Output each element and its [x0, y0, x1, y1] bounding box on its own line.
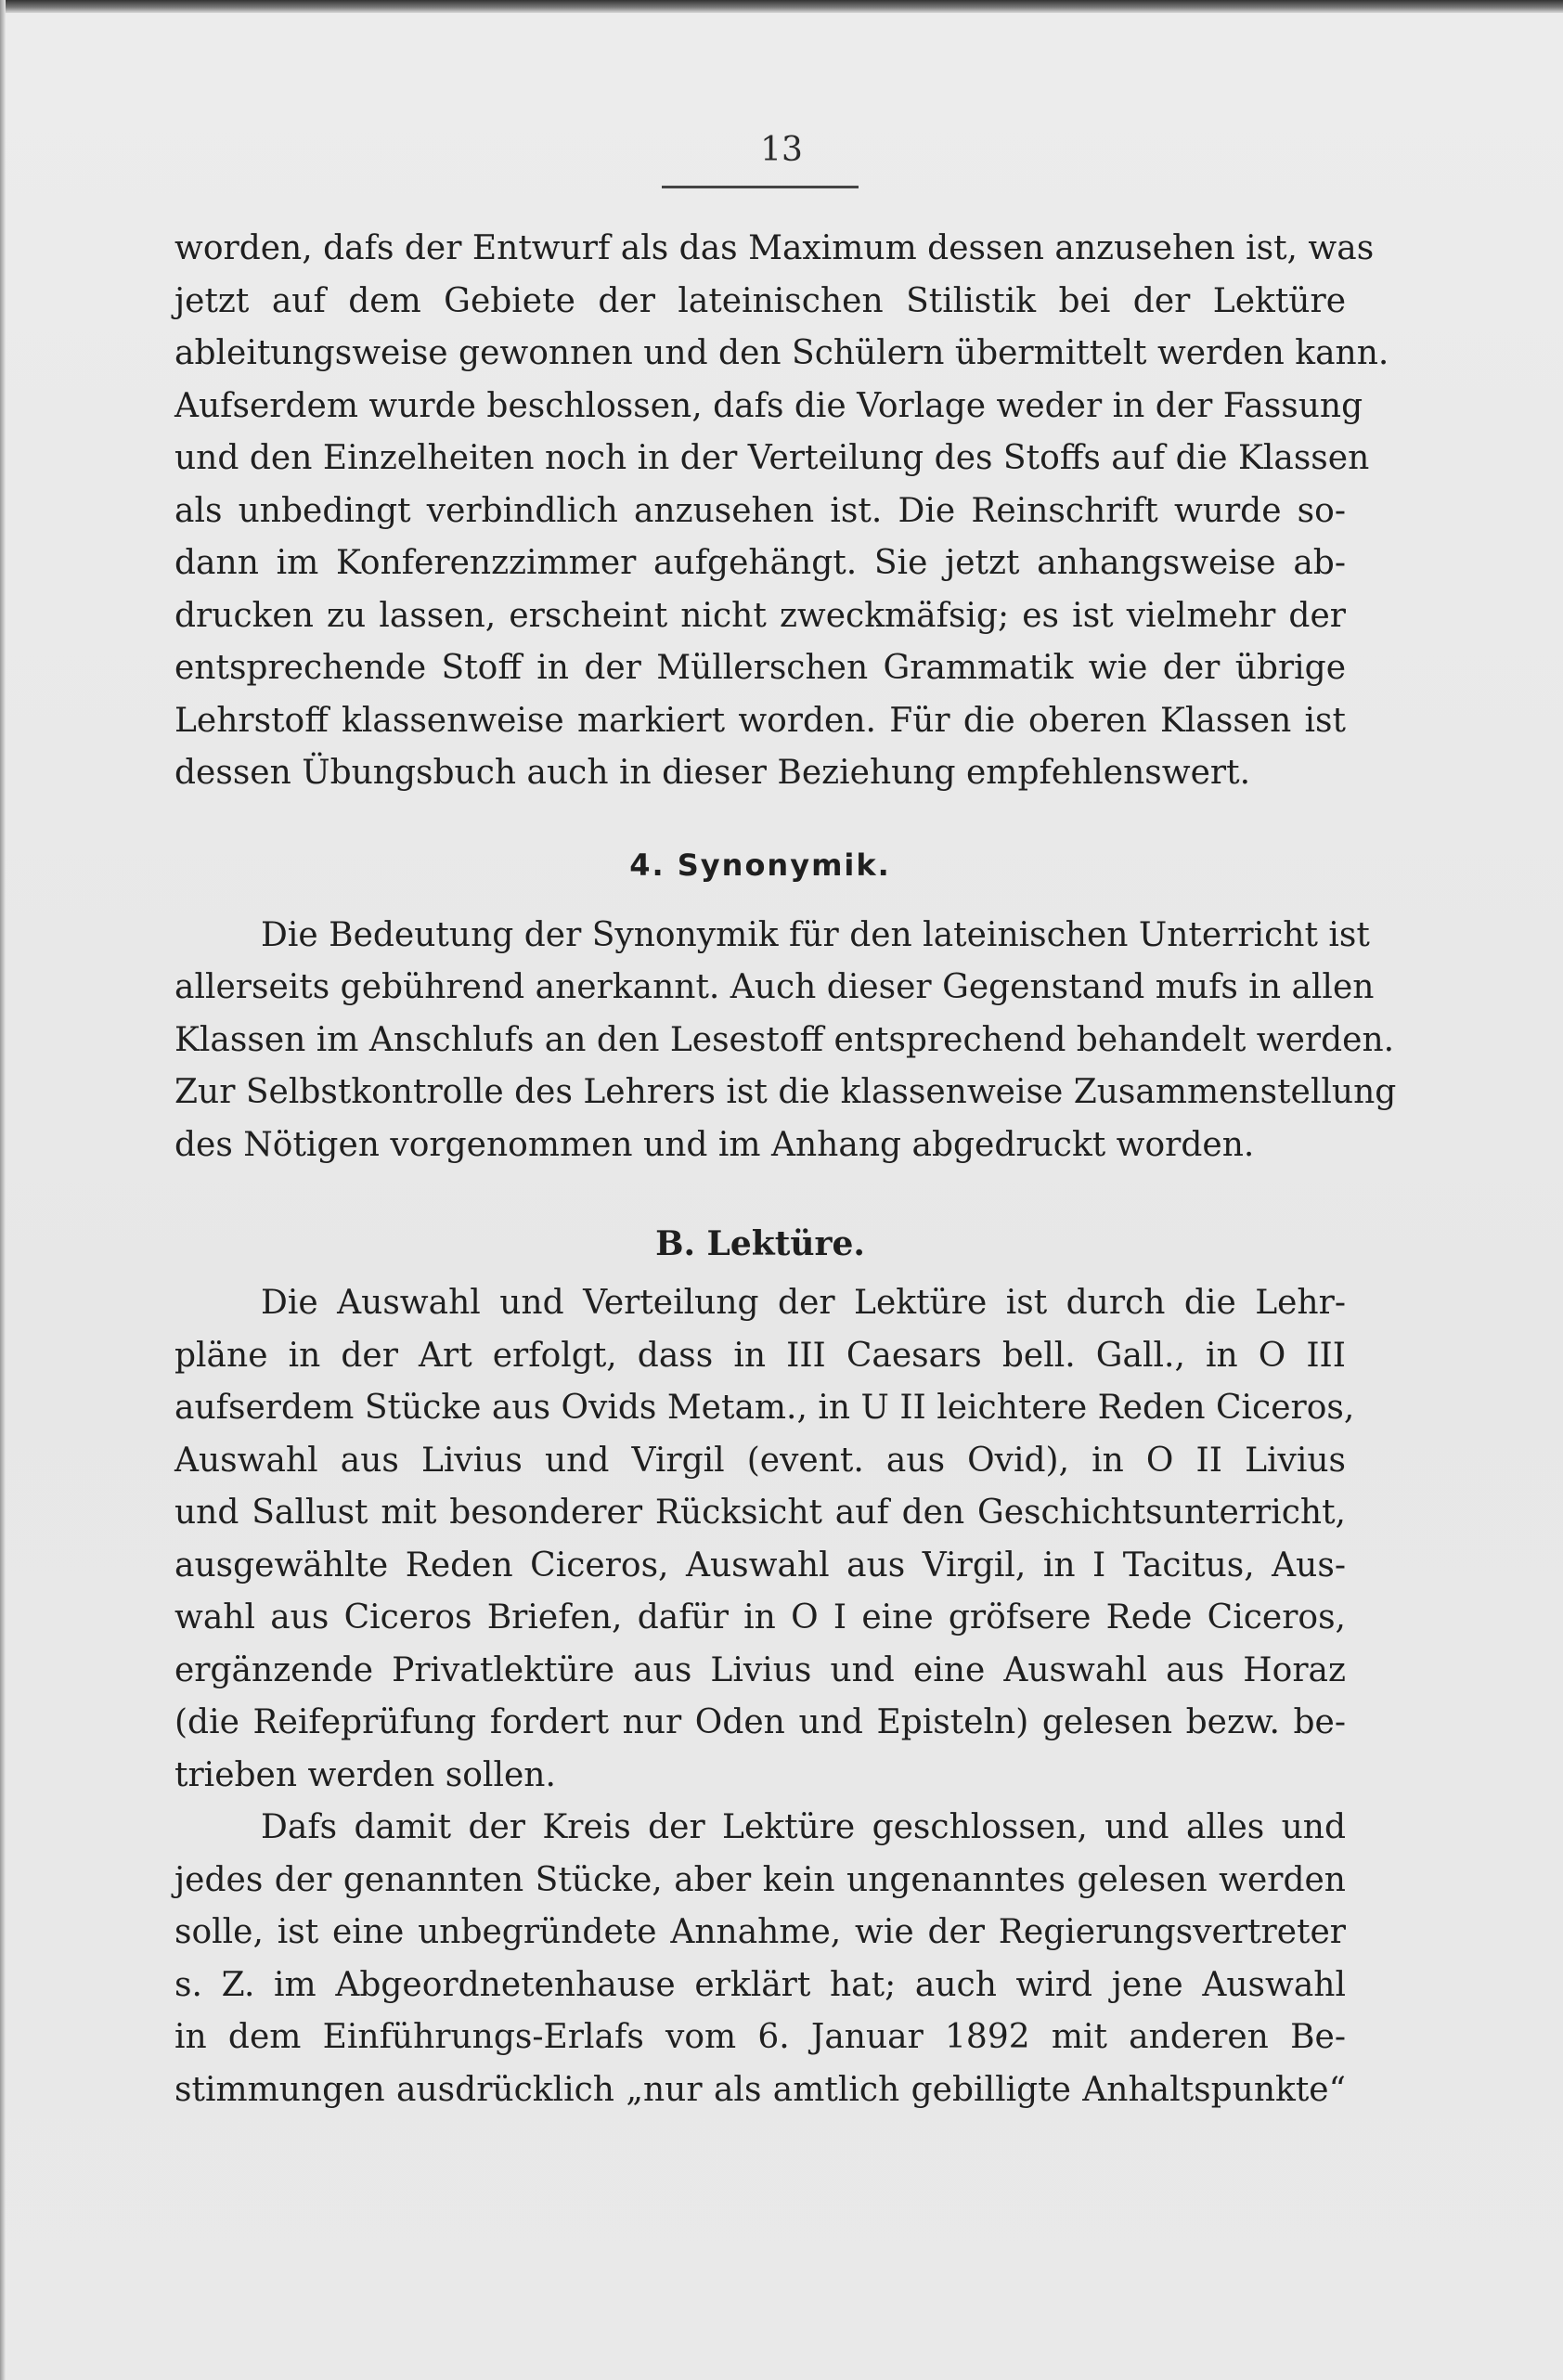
- text-line: dann im Konferenzzimmer aufgehängt. Sie jetzt anhangsweise ab-: [174, 544, 1346, 582]
- text-line: s. Z. im Abgeordnetenhause erklärt hat; auch wird jene Auswahl: [174, 1965, 1346, 2004]
- paragraph-synonymik: [174, 910, 1397, 1172]
- page-number: 13: [760, 131, 803, 169]
- scan-top-edge: [0, 0, 1563, 13]
- text-line: Zur Selbstkontrolle des Lehrers ist die klassenweise Zusammenstellung: [174, 1073, 1397, 1111]
- text-line: worden, dafs der Entwurf als das Maximum dessen anzusehen ist, was: [174, 229, 1375, 267]
- text-line: und Sallust mit besonderer Rücksicht auf den Geschichtsunterricht,: [174, 1494, 1346, 1532]
- text-line: entsprechende Stoff in der Müllerschen Grammatik wie der übrige: [174, 649, 1346, 687]
- text-line: Dafs damit der Kreis der Lektüre geschlossen, und alles und: [261, 1808, 1346, 1846]
- text-line: allerseits gebührend anerkannt. Auch dieser Gegenstand mufs in allen: [174, 968, 1375, 1006]
- text-line: wahl aus Ciceros Briefen, dafür in O I eine gröfsere Rede Ciceros,: [174, 1598, 1346, 1636]
- text-line: dessen Übungsbuch auch in dieser Beziehung empfehlenswert.: [174, 754, 1251, 792]
- text-line: pläne in der Art erfolgt, dass in III Caesars bell. Gall., in O III: [174, 1336, 1346, 1375]
- paragraph-lektuere-2: [174, 1802, 1346, 2116]
- paragraph-lektuere-1: [174, 1277, 1355, 1802]
- text-line: Die Auswahl und Verteilung der Lektüre ist durch die Lehr-: [261, 1284, 1346, 1322]
- header-rule: [662, 186, 859, 188]
- text-line: aufserdem Stücke aus Ovids Metam., in U II leichtere Reden Ciceros,: [174, 1389, 1355, 1427]
- section-heading-synonymik: 4. Synonymik.: [629, 847, 891, 883]
- text-line: Klassen im Anschlufs an den Lesestoff entsprechend behandelt werden.: [174, 1020, 1395, 1059]
- text-line: trieben werden sollen.: [174, 1755, 556, 1794]
- text-line: ableitungsweise gewonnen und den Schülern übermittelt werden kann.: [174, 334, 1389, 372]
- text-line: Auswahl aus Livius und Virgil (event. aus Ovid), in O II Livius: [174, 1441, 1346, 1480]
- paragraph-continuation: [174, 223, 1389, 800]
- text-line: als unbedingt verbindlich anzusehen ist. Die Reinschrift wurde so-: [174, 491, 1346, 530]
- text-line: ausgewählte Reden Ciceros, Auswahl aus Virgil, in I Tacitus, Aus-: [174, 1546, 1346, 1585]
- text-line: solle, ist eine unbegründete Annahme, wie der Regierungsvertreter: [174, 1913, 1346, 1951]
- text-line: Die Bedeutung der Synonymik für den lateinischen Unterricht ist: [261, 915, 1370, 954]
- text-line: in dem Einführungs-Erlafs vom 6. Januar 1892 mit anderen Be-: [174, 2018, 1346, 2056]
- text-line: Aufserdem wurde beschlossen, dafs die Vorlage weder in der Fassung: [174, 386, 1363, 425]
- text-line: jetzt auf dem Gebiete der lateinischen Stilistik bei der Lektüre: [174, 281, 1346, 320]
- section-heading-lektuere: B. Lektüre.: [655, 1224, 865, 1263]
- text-line: des Nötigen vorgenommen und im Anhang abgedruckt worden.: [174, 1125, 1255, 1164]
- text-line: (die Reifeprüfung fordert nur Oden und Episteln) gelesen bezw. be-: [174, 1703, 1346, 1741]
- text-line: jedes der genannten Stücke, aber kein ungenanntes gelesen werden: [174, 1860, 1346, 1899]
- text-line: ergänzende Privatlektüre aus Livius und eine Auswahl aus Horaz: [174, 1650, 1346, 1689]
- scan-left-edge: [0, 0, 6, 2380]
- text-line: drucken zu lassen, erscheint nicht zweckmäfsig; es ist vielmehr der: [174, 596, 1346, 635]
- text-line: und den Einzelheiten noch in der Verteilung des Stoffs auf die Klassen: [174, 439, 1370, 477]
- text-line: Lehrstoff klassenweise markiert worden. Für die oberen Klassen ist: [174, 701, 1346, 740]
- page-body: [174, 223, 1397, 2116]
- text-line: stimmungen ausdrücklich „nur als amtlich gebilligte Anhaltspunkte“: [174, 2070, 1346, 2109]
